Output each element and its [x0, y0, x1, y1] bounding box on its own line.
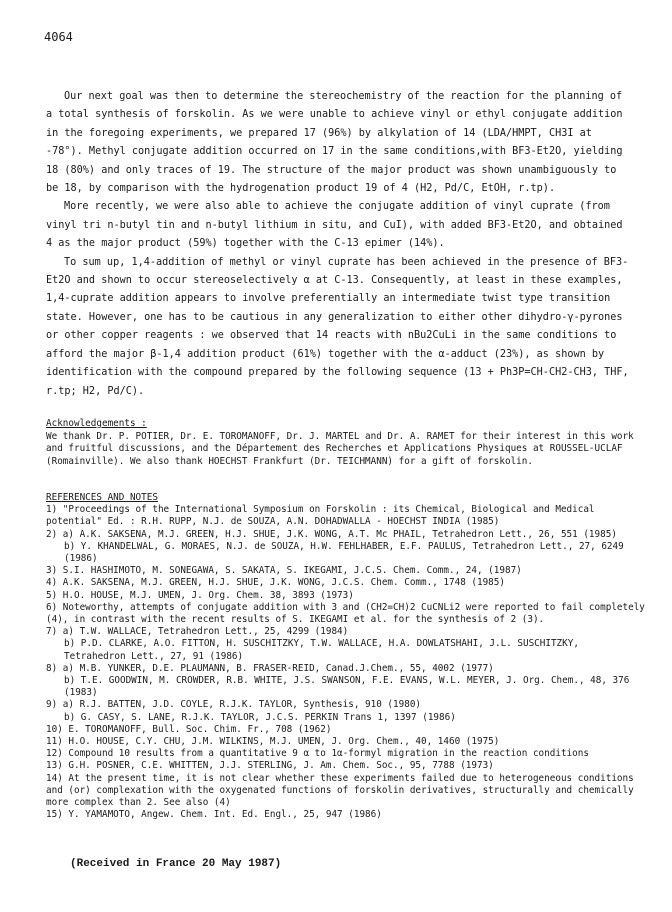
paragraph-vinyl-cuprate: More recently, we were also able to achieve the conjugate addition of vinyl cuprate (from vinyl tri n-butyl tin and n-butyl lithium in situ, and CuI), with added BF3-Et2O, and obtained 4 as the major product (59%) together with the C-13 epimer (14%).	[46, 201, 623, 250]
reference-4: 4) A.K. SAKSENA, M.J. GREEN, H.J. SHUE, J.K. WONG, J.C.S. Chem. Comm., 1748 (1985)	[46, 577, 505, 589]
reference-8a: 8) a) M.B. YUNKER, D.E. PLAUMANN, B. FRASER-REID, Canad.J.Chem., 55, 4002 (1977)	[46, 662, 494, 674]
reference-6: 6) Noteworthy, attempts of conjugate addition with 3 and (CH2=CH)2 CuCNLi2 were reported to fail completely (4), in contrast with the recent results of S. IKEGAMI et al. for the synthesis of 2 (3).	[46, 601, 645, 626]
reference-10: 10) E. TOROMANOFF, Bull. Soc. Chim. Fr., 708 (1962)	[46, 723, 332, 735]
paragraph-summary: To sum up, 1,4-addition of methyl or vinyl cuprate has been achieved in the presence of BF3-Et2O and shown to occur stereoselectively α at C-13. Consequently, at least in these examples, 1,4-cuprate addition appears to involve preferentially an intermediate twist type transition state. However, one has to be cautious in any generalization to either other dihydro-γ-pyrones or other copper reagents : we observed that 14 reacts with nBu2CuLi in the same conditions to afford the major β-1,4 addition product (61%) together with the α-adduct (23%), as shown by identification with the compound prepared by the following sequence (13 + Ph3P=CH-CH2-CH3, THF, r.tp; H2, Pd/C).	[46, 256, 629, 397]
reference-7a: 7) a) T.W. WALLACE, Tetrahedron Lett., 25, 4299 (1984)	[46, 626, 349, 638]
reference-7b: b) P.D. CLARKE, A.O. FITTON, H. SUSCHITZKY, T.W. WALLACE, H.A. DOWLATSHAHI, J.L. SUSCHITZKY, Tetrahedron Lett., 27, 91 (1986)	[64, 638, 579, 662]
acknowledgements-section	[46, 418, 636, 468]
acknowledgements-heading: Acknowledgements :	[46, 418, 147, 429]
paragraph-stereochemistry: Our next goal was then to determine the stereochemistry of the reaction for the planning of a total synthesis of forskolin. As we were unable to achieve vinyl or ethyl conjugate addition in the foregoing experiments, we prepared 17 (96%) by alkylation of 14 (LDA/HMPT, CH3I at -78°). Methyl conjugate addition occurred on 17 in the same conditions,with BF3-Et2O, yielding 18 (80%) and only traces of 19. The structure of the major product was shown unambiguously to be 18, by comparison with the hydrogenation product 19 of 4 (H2, Pd/C, EtOH, r.tp).	[46, 91, 623, 195]
reference-9a: 9) a) R.J. BATTEN, J.D. COYLE, R.J.K. TAYLOR, Synthesis, 910 (1980)	[46, 699, 422, 711]
reference-5: 5) H.O. HOUSE, M.J. UMEN, J. Org. Chem. 38, 3893 (1973)	[46, 589, 354, 601]
received-date: (Received in France 20 May 1987)	[70, 858, 282, 870]
reference-15: 15) Y. YAMAMOTO, Angew. Chem. Int. Ed. Engl., 25, 947 (1986)	[46, 809, 382, 821]
reference-12: 12) Compound 10 results from a quantitative 9 α to 1α-formyl migration in the reaction conditions	[46, 748, 589, 760]
body-text	[46, 88, 630, 401]
page-number: 4064	[44, 30, 73, 44]
reference-2a: 2) a) A.K. SAKSENA, M.J. GREEN, H.J. SHUE, J.K. WONG, A.T. Mc PHAIL, Tetrahedron Lett., 26, 551 (1985)	[46, 528, 617, 540]
acknowledgements-text: We thank Dr. P. POTIER, Dr. E. TOROMANOFF, Dr. J. MARTEL and Dr. A. RAMET for their interest in this work and fruitful discussions, and the Département des Recherches et Applications Physiques at ROUSSEL-UCLAF (Romainville). We also thank HOECHST Frankfurt (Dr. TEICHMANN) for a gift of forskolin.	[46, 430, 634, 467]
reference-8b: b) T.E. GOODWIN, M. CROWDER, R.B. WHITE, J.S. SWANSON, F.E. EVANS, W.L. MEYER, J. Org. Chem., 48, 376 (1983)	[64, 675, 630, 699]
references-heading: REFERENCES AND NOTES	[46, 492, 158, 503]
references-section	[46, 492, 646, 821]
reference-3: 3) S.I. HASHIMOTO, M. SONEGAWA, S. SAKATA, S. IKEGAMI, J.C.S. Chem. Comm., 24, (1987)	[46, 565, 522, 577]
reference-14: 14) At the present time, it is not clear whether these experiments failed due to heterogeneous conditions and (or) complexation with the oxygenated functions of forskolin derivatives, structurally and chemically more complex than 2. See also (4)	[46, 772, 634, 809]
reference-13: 13) G.H. POSNER, C.E. WHITTEN, J.J. STERLING, J. Am. Chem. Soc., 95, 7788 (1973)	[46, 760, 494, 772]
reference-9b: b) G. CASY, S. LANE, R.J.K. TAYLOR, J.C.S. PERKIN Trans 1, 1397 (1986)	[64, 711, 456, 723]
reference-11: 11) H.O. HOUSE, C.Y. CHU, J.M. WILKINS, M.J. UMEN, J. Org. Chem., 40, 1460 (1975)	[46, 736, 500, 748]
reference-2b: b) Y. KHANDELWAL, G. MORAES, N.J. de SOUZA, H.W. FEHLHABER, E.F. PAULUS, Tetrahedron Lett., 27, 6249 (1986)	[64, 540, 624, 565]
reference-1: 1) "Proceedings of the International Symposium on Forskolin : its Chemical, Biological and Medical potential" Ed. : R.H. RUPP, N.J. de SOUZA, A.N. DOHADWALLA - HOECHST INDIA (1985)	[46, 504, 595, 528]
